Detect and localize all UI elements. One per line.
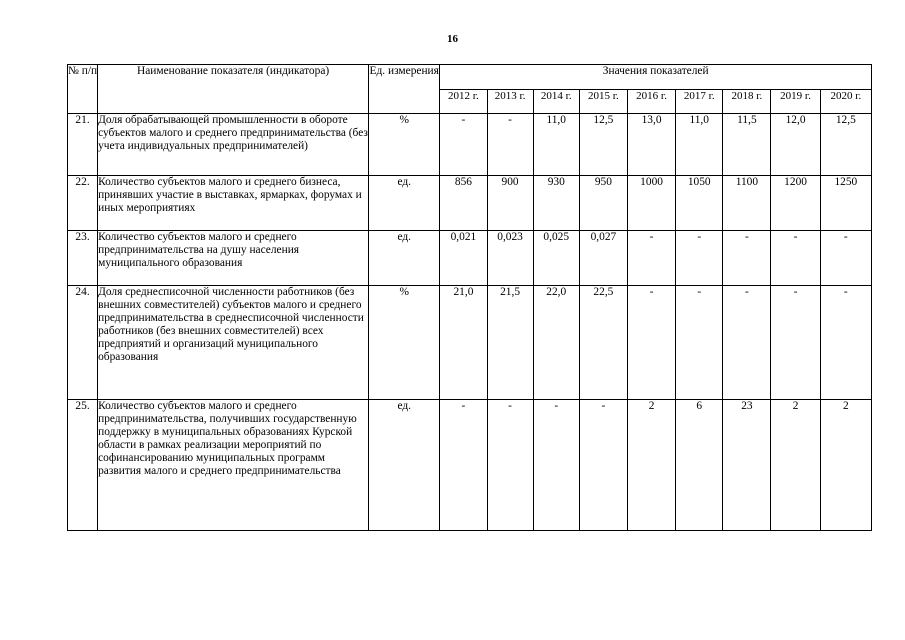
value-cell: 950 [579,176,627,231]
indicator-name: Доля обрабатывающей промышленности в обороте субъектов малого и среднего предпринимательства (без учета индивидуальных предпринимателей) [98,114,369,176]
unit-cell: % [369,114,440,176]
value-cell: - [440,400,487,531]
header-year: 2016 г. [627,90,675,114]
table-row [68,114,872,176]
value-cell: 2 [627,400,675,531]
value-cell: 11,0 [676,114,723,176]
table-row [68,231,872,286]
value-cell: 12,5 [579,114,627,176]
row-number: 24. [68,286,98,400]
header-year: 2014 г. [533,90,579,114]
header-unit: Ед. измерения [369,65,440,114]
value-cell: - [487,114,533,176]
value-cell: - [579,400,627,531]
indicator-name: Количество субъектов малого и среднего бизнеса, принявших участие в выставках, ярмарках, форумах и иных мероприятиях [98,176,369,231]
value-cell: 1050 [676,176,723,231]
value-cell: - [440,114,487,176]
value-cell: 12,0 [771,114,820,176]
value-cell: 1100 [723,176,771,231]
value-cell: - [723,286,771,400]
value-cell: 856 [440,176,487,231]
value-cell: - [820,231,871,286]
value-cell: 1200 [771,176,820,231]
value-cell: 23 [723,400,771,531]
header-year: 2013 г. [487,90,533,114]
unit-cell: ед. [369,176,440,231]
value-cell: 21,5 [487,286,533,400]
value-cell: - [676,231,723,286]
value-cell: - [533,400,579,531]
row-number: 23. [68,231,98,286]
header-row-1 [68,65,872,90]
row-number: 22. [68,176,98,231]
table-row [68,400,872,531]
value-cell: 0,025 [533,231,579,286]
unit-cell: ед. [369,400,440,531]
value-cell: - [627,231,675,286]
page-number: 16 [447,33,458,45]
value-cell: 13,0 [627,114,675,176]
value-cell: 6 [676,400,723,531]
indicators-table [67,64,872,531]
header-year: 2018 г. [723,90,771,114]
value-cell: 1250 [820,176,871,231]
header-year: 2017 г. [676,90,723,114]
indicator-name: Количество субъектов малого и среднего предпринимательства на душу населения муниципального образования [98,231,369,286]
value-cell: 11,5 [723,114,771,176]
table-row [68,286,872,400]
indicator-name: Доля среднесписочной численности работников (без внешних совместителей) субъектов малого и среднего предпринимательства в среднесписочной численности работников (без внешних совместителей) всех предприятий и организаций муниципального образования [98,286,369,400]
value-cell: 900 [487,176,533,231]
header-name: Наименование показателя (индикатора) [98,65,369,114]
value-cell: 0,023 [487,231,533,286]
unit-cell: ед. [369,231,440,286]
value-cell: 2 [820,400,871,531]
value-cell: - [627,286,675,400]
value-cell: 1000 [627,176,675,231]
value-cell: 2 [771,400,820,531]
value-cell: 22,5 [579,286,627,400]
header-values: Значения показателей [440,65,872,90]
value-cell: - [487,400,533,531]
header-year: 2020 г. [820,90,871,114]
indicator-name: Количество субъектов малого и среднего предпринимательства, получивших государственную поддержку в муниципальных образованиях Курской области в рамках реализации мероприятий по софинансированию муниципальных программ развития малого и среднего предпринимательства [98,400,369,531]
row-number: 25. [68,400,98,531]
value-cell: 930 [533,176,579,231]
unit-cell: % [369,286,440,400]
value-cell: - [676,286,723,400]
row-number: 21. [68,114,98,176]
header-num: № п/п [68,65,98,114]
header-year: 2012 г. [440,90,487,114]
value-cell: - [771,286,820,400]
value-cell: 11,0 [533,114,579,176]
header-year: 2019 г. [771,90,820,114]
value-cell: 21,0 [440,286,487,400]
value-cell: - [820,286,871,400]
value-cell: - [771,231,820,286]
table-row [68,176,872,231]
value-cell: - [723,231,771,286]
header-year: 2015 г. [579,90,627,114]
value-cell: 12,5 [820,114,871,176]
value-cell: 0,021 [440,231,487,286]
value-cell: 0,027 [579,231,627,286]
value-cell: 22,0 [533,286,579,400]
